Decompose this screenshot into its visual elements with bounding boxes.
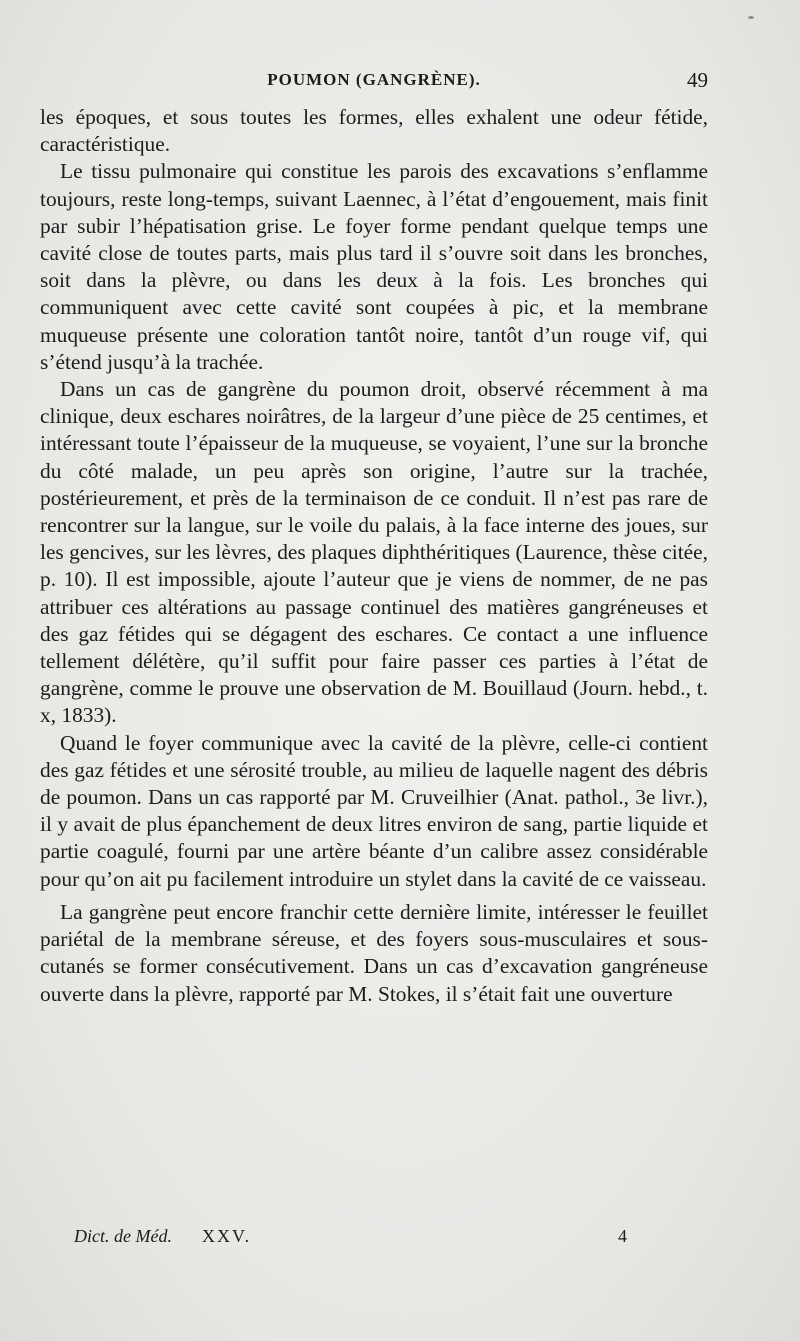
paragraph-tissu-pulmonaire: Le tissu pulmonaire qui constitue les parois des excavations s’enflamme toujours, reste long-temps, suivant Laennec, à l’état d’engouement, mais finit par subir l’hépatisation grise. Le foyer forme pendant quelque temps une cavité close de toutes parts, mais plus tard il s’ouvre soit dans les bronches, soit dans la plèvre, ou dans les deux à la fois. Les bronches qui communiquent avec cette cavité sont coupées à pic, et la membrane muqueuse présente une coloration tantôt noire, tantôt d’un rouge vif, qui s’étend jusqu’à la trachée.: [40, 159, 708, 374]
paragraph-foyer-plevre: Quand le foyer communique avec la cavité de la plèvre, celle-ci contient des gaz fétides et une sérosité trouble, au milieu de laquelle nagent des débris de poumon. Dans un cas rapporté par M. Cruveilhier (Anat. pathol., 3e livr.), il y avait de plus épanchement de deux litres environ de sang, partie liquide et partie coagulé, fourni par une artère béante d’un calibre assez considérable pour qu’on ait pu facilement introduire un stylet dans la cavité de ce vaisseau.: [40, 730, 708, 891]
volume-number: XXV.: [202, 1226, 252, 1246]
print-speck: [748, 16, 754, 19]
paragraph-gangrene-poumon-droit: Dans un cas de gangrène du poumon droit, observé récemment à ma clinique, deux eschares noirâtres, de la largeur d’une pièce de 25 centimes, et intéressant toute l’épaisseur de la muqueuse, se voyaient, l’une sur la bronche du côté malade, un peu après son origine, l’autre sur la trachée, postérieurement, et près de la terminaison de ce conduit. Il n’est pas rare de rencontrer sur la langue, sur le voile du palais, à la face interne des joues, sur les gencives, sur les lèvres, des plaques diphthéritiques (Laurence, thèse citée, p. 10). Il est impossible, ajoute l’auteur que je viens de nommer, de ne pas attribuer ces altérations au passage continuel des matières gangréneuses et des gaz fétides qui se dégagent des eschares. Ce contact a une influence tellement délétère, qu’il suffit pour faire passer ces parties à l’état de gangrène, comme le prouve une observation de M. Bouillaud (Journ. hebd., t. x, 1833).: [40, 377, 708, 728]
paragraph-derniere-limite: La gangrène peut encore franchir cette dernière limite, intéresser le feuillet pariétal de la membrane séreuse, et des foyers sous-musculaires et sous-cutanés se former consécutivement. Dans un cas d’excavation gangréneuse ouverte dans la plèvre, rapporté par M. Stokes, il s’était fait une ouverture: [40, 899, 708, 1006]
running-title: POUMON (GANGRÈNE).: [267, 70, 481, 89]
signature-mark: Dict. de Méd.: [74, 1226, 172, 1246]
page-footer: [40, 1226, 708, 1250]
sheet-number: 4: [618, 1226, 627, 1246]
page-number: 49: [687, 68, 708, 92]
body-text: [40, 104, 708, 1008]
paragraph-continued: les époques, et sous toutes les formes, elles exhalent une odeur fétide, caractéristique.: [40, 105, 708, 157]
running-head: [40, 70, 708, 94]
